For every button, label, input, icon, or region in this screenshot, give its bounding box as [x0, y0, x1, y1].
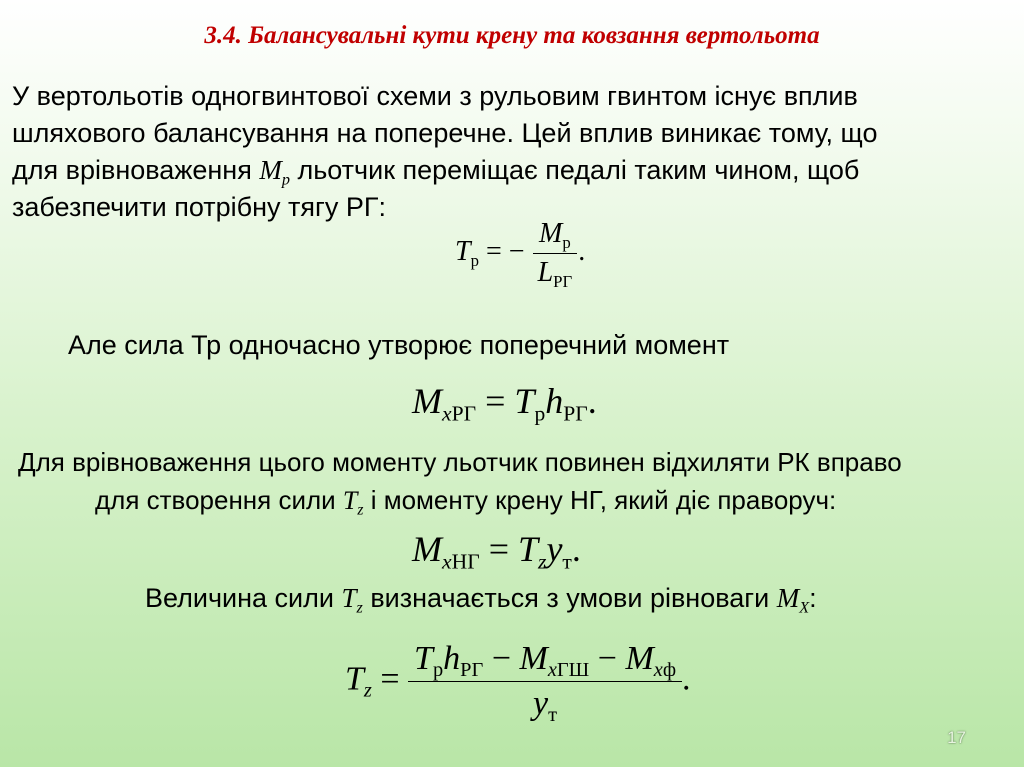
f2-m-sub [442, 402, 476, 426]
f1-lhs: T [455, 235, 471, 267]
f4-minus-1: − [483, 640, 520, 677]
intro-line-1: У вертольотів одногвинтової схеми з рульовим гвинтом існує вплив [12, 81, 858, 111]
intro-line-3-end: льотчик переміщає педалі таким чином, щоб [289, 155, 860, 185]
f3-y-sub: т [562, 549, 572, 574]
f1-num-sub: р [562, 232, 571, 252]
f1-end: . [578, 235, 586, 267]
f4-eq: = [371, 660, 409, 698]
f1-num-sym: M [539, 218, 563, 249]
f3-t: T [518, 529, 539, 569]
f3-m-sub-x: x [442, 549, 452, 574]
moment-symbol: M [259, 155, 282, 185]
formula-side-force [345, 640, 691, 727]
f4-num-t-sub: р [432, 659, 444, 682]
f4-fraction [408, 640, 682, 727]
intro-line-3-start: для врівноваження [12, 155, 260, 185]
f1-den-sym: L [537, 257, 554, 288]
slide-title: 3.4. Балансувальні кути крену та ковзання вертольота [204, 22, 820, 49]
sentence-3-line-2 [95, 485, 837, 519]
f4-num-m2-sub-text: ф [662, 659, 677, 682]
f2-m-sub-x: x [442, 401, 452, 426]
s4-force-sym: T [341, 583, 357, 613]
f2-h-sub: РГ [563, 401, 588, 426]
sentence-3-line-1: Для врівноваження цього моменту льотчик повинен відхиляти РК вправо [18, 447, 902, 477]
intro-line-3 [12, 152, 1012, 189]
f1-denominator [532, 254, 579, 289]
f1-eq: = − [478, 235, 525, 267]
f4-num-t: T [414, 640, 433, 677]
f4-num-m1-sub-x: x [547, 659, 557, 682]
f4-num-h-sub: РГ [460, 659, 484, 682]
s4-end: : [809, 583, 817, 613]
s4-start: Величина сили [145, 583, 342, 613]
f4-denominator [527, 682, 563, 727]
f4-num-h: h [443, 640, 461, 677]
s3-line2-start: для створення сили [95, 485, 343, 515]
f2-t: T [514, 381, 535, 421]
f2-m-sub-text: РГ [451, 401, 477, 426]
f4-lhs-sub: z [363, 679, 372, 702]
f2-eq: = [476, 381, 515, 421]
intro-paragraph [12, 78, 1012, 226]
f4-num-m2: M [625, 640, 654, 677]
f2-t-sub: р [534, 401, 546, 426]
f4-lhs: T [345, 660, 364, 698]
sentence-4 [145, 583, 817, 617]
s3-force-sub: z [357, 501, 364, 519]
moment-subscript: p [281, 170, 290, 189]
f3-m-sub [442, 550, 480, 574]
f4-num-m2-sub [654, 659, 676, 681]
f2-m: M [412, 381, 442, 421]
f1-numerator [533, 218, 577, 254]
f3-m-sub-text: НГ [451, 549, 480, 574]
f1-den-sub: РГ [553, 271, 573, 291]
f3-t-sub: z [538, 549, 547, 574]
f2-h: h [545, 381, 564, 421]
f3-m: M [412, 529, 442, 569]
s4-middle: визначається з умови рівноваги [362, 583, 777, 613]
f4-num-m1: M [519, 640, 548, 677]
formula-rolling-moment-tail [412, 380, 597, 426]
f1-lhs-sub: р [470, 250, 479, 270]
f4-numerator [408, 640, 682, 682]
s4-force-sub: z [356, 598, 363, 617]
s3-line2-end: і моменту крену НГ, який діє праворуч: [363, 485, 837, 515]
f2-end: . [587, 381, 597, 421]
f4-den-y-sub: т [548, 704, 558, 727]
intro-line-4: забезпечити потрібну тягу РГ: [12, 192, 386, 222]
page-number: 17 [947, 728, 966, 747]
f4-num-m1-sub-text: ГШ [556, 659, 590, 682]
f3-end: . [571, 529, 581, 569]
intro-line-2: шляхового балансування на поперечне. Цей вплив виникає тому, що [12, 118, 878, 148]
f1-fraction [532, 218, 579, 289]
s4-moment-sym: M [776, 583, 800, 613]
f4-num-m2-sub-x: x [653, 659, 663, 682]
f3-y: y [546, 529, 563, 569]
f4-num-m1-sub [548, 659, 589, 681]
formula-tail-rotor-thrust [455, 218, 585, 289]
s4-moment-sub: X [799, 598, 810, 617]
f3-eq: = [479, 529, 518, 569]
f4-end: . [682, 660, 691, 698]
s3-force-sym: T [342, 486, 358, 515]
sentence-2: Але сила Тр одночасно утворює поперечний момент [68, 330, 730, 360]
f4-minus-2: − [589, 640, 626, 677]
formula-rolling-moment-main [412, 528, 581, 574]
f4-den-y: y [533, 685, 549, 722]
